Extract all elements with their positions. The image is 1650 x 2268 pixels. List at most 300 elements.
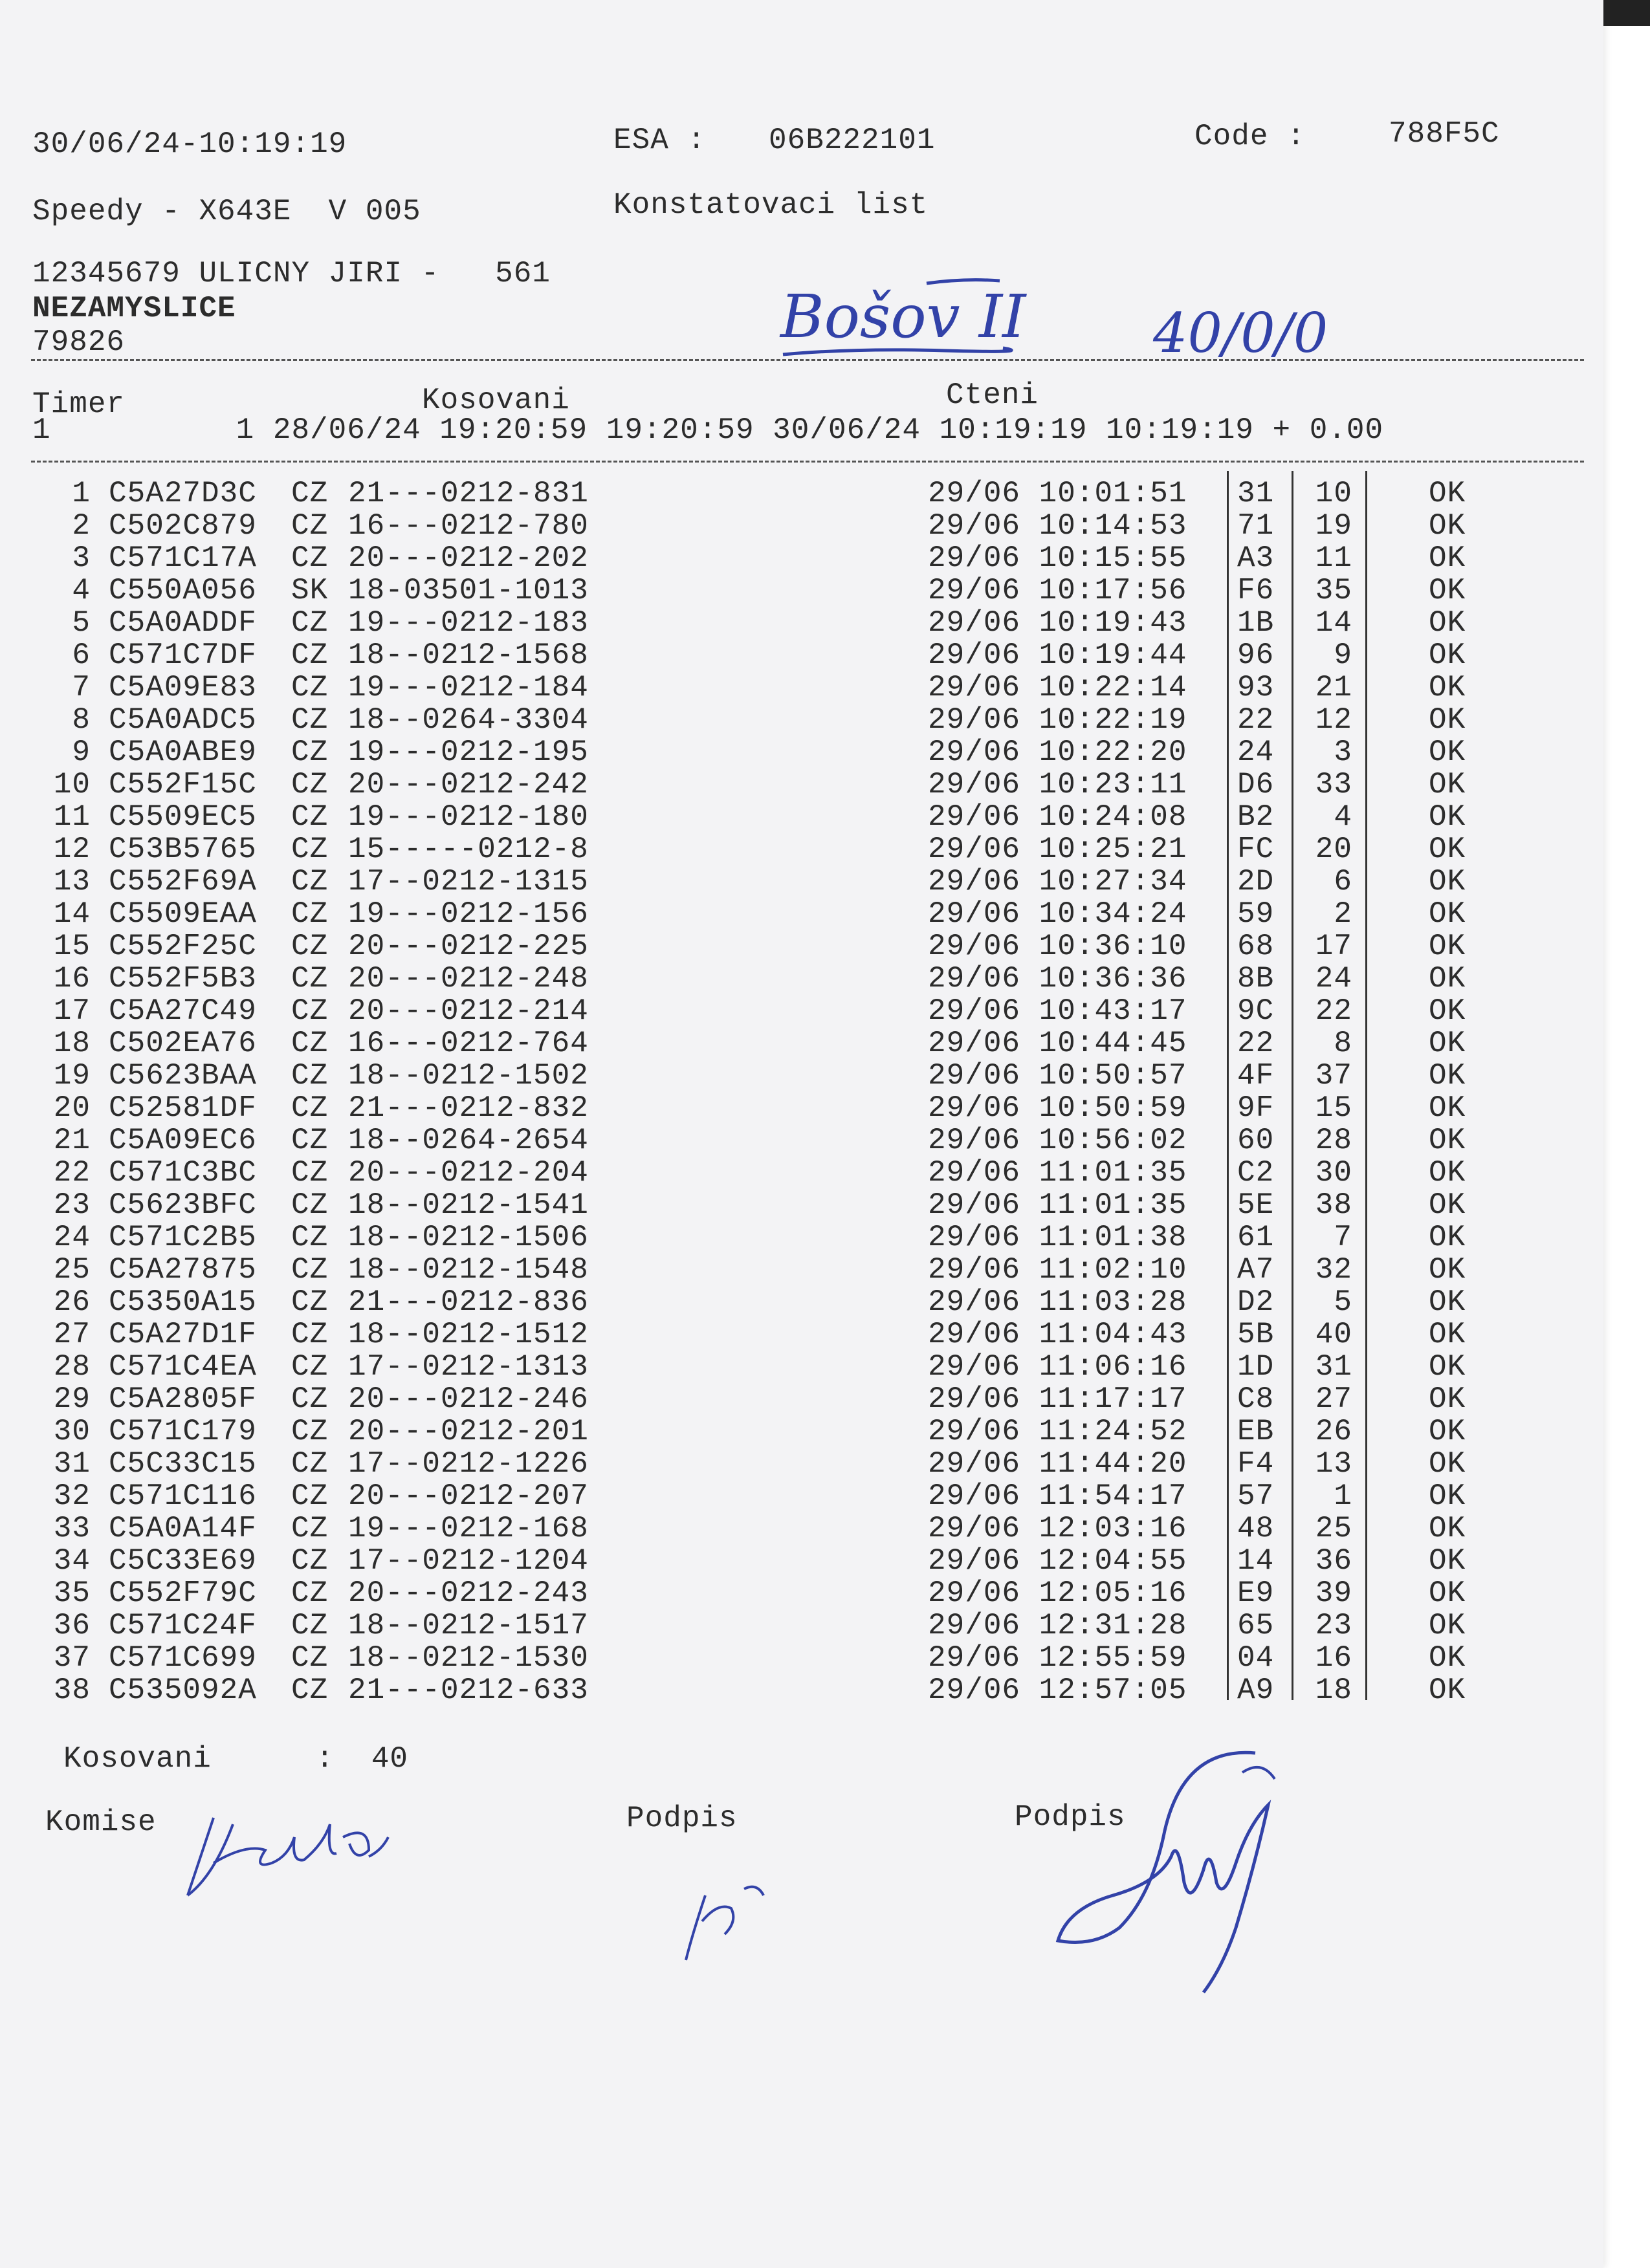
table-row <box>0 639 1603 671</box>
row-number: 20 <box>53 1091 91 1125</box>
table-row <box>0 1448 1603 1480</box>
status-ok: OK <box>1429 897 1466 931</box>
ring-number: 20---0212-242 <box>348 768 589 801</box>
handwritten-score: 40/0/0 <box>1153 301 1328 365</box>
separator-top <box>31 359 1584 361</box>
status-ok: OK <box>1429 962 1466 996</box>
hex-code: 9F <box>1237 1091 1275 1125</box>
country-code: CZ <box>291 1059 329 1093</box>
chip-id: C5623BFC <box>109 1188 257 1222</box>
ring-number: 18--0264-3304 <box>348 703 589 737</box>
chip-id: C571C699 <box>109 1641 257 1675</box>
komise-label: Komise <box>45 1805 157 1839</box>
status-ok: OK <box>1429 574 1466 607</box>
country-code: CZ <box>291 1609 329 1642</box>
status-ok: OK <box>1429 477 1466 510</box>
esa-value: 06B222101 <box>769 124 936 157</box>
status-ok: OK <box>1429 1512 1466 1545</box>
row-number: 30 <box>53 1415 91 1448</box>
hex-code: 68 <box>1237 930 1275 963</box>
arrival-time: 29/06 11:03:28 <box>928 1285 1187 1319</box>
row-number: 31 <box>53 1447 91 1481</box>
ring-number: 18--0212-1541 <box>348 1188 589 1222</box>
country-code: CZ <box>291 1221 329 1254</box>
chip-id: C5A0ADDF <box>109 606 257 640</box>
order-number: 3 <box>1334 736 1352 769</box>
chip-id: C53B5765 <box>109 833 257 866</box>
order-number: 15 <box>1315 1091 1352 1125</box>
order-number: 39 <box>1315 1576 1352 1610</box>
status-ok: OK <box>1429 1641 1466 1675</box>
signature-komise <box>175 1798 395 1908</box>
hex-code: C2 <box>1237 1156 1275 1190</box>
hex-code: F4 <box>1237 1447 1275 1481</box>
signature-podpis-2 <box>1042 1734 1352 1992</box>
owner-line: 12345679 ULICNY JIRI - 561 <box>32 257 551 290</box>
order-number: 26 <box>1315 1415 1352 1448</box>
arrival-time: 29/06 11:54:17 <box>928 1479 1187 1513</box>
table-row <box>0 1157 1603 1189</box>
chip-id: C5A0ADC5 <box>109 703 257 737</box>
hex-code: 4F <box>1237 1059 1275 1093</box>
order-number: 21 <box>1315 671 1352 704</box>
order-number: 17 <box>1315 930 1352 963</box>
chip-id: C5A27875 <box>109 1253 257 1287</box>
status-ok: OK <box>1429 1253 1466 1287</box>
status-ok: OK <box>1429 1382 1466 1416</box>
owner-town: NEZAMYSLICE <box>32 292 236 325</box>
country-code: CZ <box>291 897 329 931</box>
row-number: 10 <box>53 768 91 801</box>
row-number: 19 <box>53 1059 91 1093</box>
order-number: 22 <box>1315 994 1352 1028</box>
ring-number: 20---0212-214 <box>348 994 589 1028</box>
ring-number: 17--0212-1226 <box>348 1447 589 1481</box>
table-row <box>0 704 1603 736</box>
hex-code: A3 <box>1237 541 1275 575</box>
hex-code: 71 <box>1237 509 1275 543</box>
country-code: CZ <box>291 541 329 575</box>
arrival-time: 29/06 10:14:53 <box>928 509 1187 543</box>
chip-id: C5C33E69 <box>109 1544 257 1578</box>
row-number: 3 <box>72 541 91 575</box>
separator-middle <box>31 461 1584 463</box>
country-code: CZ <box>291 1253 329 1287</box>
row-number: 12 <box>53 833 91 866</box>
order-number: 7 <box>1334 1221 1352 1254</box>
hex-code: 48 <box>1237 1512 1275 1545</box>
status-ok: OK <box>1429 1285 1466 1319</box>
table-row <box>0 1060 1603 1092</box>
chip-id: C552F15C <box>109 768 257 801</box>
ring-number: 16---0212-780 <box>348 509 589 543</box>
hex-code: 57 <box>1237 1479 1275 1513</box>
table-row <box>0 930 1603 963</box>
status-ok: OK <box>1429 1027 1466 1060</box>
row-number: 22 <box>53 1156 91 1190</box>
ring-number: 21---0212-832 <box>348 1091 589 1125</box>
ring-number: 18--0212-1502 <box>348 1059 589 1093</box>
table-row <box>0 1674 1603 1706</box>
country-code: CZ <box>291 1479 329 1513</box>
chip-id: C52581DF <box>109 1091 257 1125</box>
chip-id: C571C179 <box>109 1415 257 1448</box>
order-number: 16 <box>1315 1641 1352 1675</box>
arrival-time: 29/06 10:56:02 <box>928 1124 1187 1157</box>
chip-id: C5A0A14F <box>109 1512 257 1545</box>
status-ok: OK <box>1429 1576 1466 1610</box>
table-row <box>0 1027 1603 1060</box>
ring-number: 19---0212-180 <box>348 800 589 834</box>
timer-label: Timer <box>32 387 126 421</box>
table-row <box>0 1480 1603 1512</box>
country-code: CZ <box>291 865 329 899</box>
country-code: CZ <box>291 1674 329 1707</box>
handwritten-place: Bošov II <box>780 282 1026 351</box>
hex-code: 22 <box>1237 703 1275 737</box>
table-row <box>0 1351 1603 1383</box>
hex-code: EB <box>1237 1415 1275 1448</box>
chip-id: C5A09E83 <box>109 671 257 704</box>
arrival-time: 29/06 11:02:10 <box>928 1253 1187 1287</box>
kosovani-total-label: Kosovani <box>63 1742 212 1776</box>
status-ok: OK <box>1429 1609 1466 1642</box>
row-number: 7 <box>72 671 91 704</box>
row-number: 37 <box>53 1641 91 1675</box>
hex-code: 2D <box>1237 865 1275 899</box>
ring-number: 17--0212-1315 <box>348 865 589 899</box>
ring-number: 21---0212-836 <box>348 1285 589 1319</box>
ring-number: 20---0212-225 <box>348 930 589 963</box>
order-number: 9 <box>1334 638 1352 672</box>
chip-id: C5A27D3C <box>109 477 257 510</box>
chip-id: C535092A <box>109 1674 257 1707</box>
arrival-time: 29/06 10:43:17 <box>928 994 1187 1028</box>
hex-code: 96 <box>1237 638 1275 672</box>
row-number: 16 <box>53 962 91 996</box>
status-ok: OK <box>1429 1479 1466 1513</box>
arrival-time: 29/06 10:36:10 <box>928 930 1187 963</box>
row-number: 35 <box>53 1576 91 1610</box>
order-number: 18 <box>1315 1674 1352 1707</box>
status-ok: OK <box>1429 509 1466 543</box>
row-number: 32 <box>53 1479 91 1513</box>
ring-number: 20---0212-207 <box>348 1479 589 1513</box>
country-code: CZ <box>291 606 329 640</box>
row-number: 27 <box>53 1318 91 1351</box>
table-row <box>0 1254 1603 1286</box>
arrival-time: 29/06 10:22:14 <box>928 671 1187 704</box>
hex-code: 65 <box>1237 1609 1275 1642</box>
country-code: CZ <box>291 768 329 801</box>
country-code: CZ <box>291 1415 329 1448</box>
country-code: CZ <box>291 1350 329 1384</box>
table-row <box>0 1092 1603 1124</box>
signature-podpis-1 <box>679 1876 783 1967</box>
country-code: CZ <box>291 1124 329 1157</box>
hex-code: F6 <box>1237 574 1275 607</box>
ring-number: 20---0212-204 <box>348 1156 589 1190</box>
order-number: 33 <box>1315 768 1352 801</box>
order-number: 13 <box>1315 1447 1352 1481</box>
arrival-time: 29/06 11:24:52 <box>928 1415 1187 1448</box>
order-number: 38 <box>1315 1188 1352 1222</box>
status-ok: OK <box>1429 671 1466 704</box>
row-number: 6 <box>72 638 91 672</box>
status-ok: OK <box>1429 1674 1466 1707</box>
order-number: 35 <box>1315 574 1352 607</box>
country-code: CZ <box>291 1188 329 1222</box>
hex-code: 59 <box>1237 897 1275 931</box>
kosovani-total-value: : 40 <box>316 1742 409 1776</box>
hex-code: 8B <box>1237 962 1275 996</box>
timer-line: 1 1 28/06/24 19:20:59 19:20:59 30/06/24 10:19:19 10:19:19 + 0.00 <box>32 413 1384 447</box>
country-code: CZ <box>291 1285 329 1319</box>
row-number: 36 <box>53 1609 91 1642</box>
table-row <box>0 1189 1603 1221</box>
row-number: 34 <box>53 1544 91 1578</box>
row-number: 13 <box>53 865 91 899</box>
ring-number: 18--0212-1568 <box>348 638 589 672</box>
chip-id: C5A0ABE9 <box>109 736 257 769</box>
arrival-time: 29/06 10:19:44 <box>928 638 1187 672</box>
order-number: 25 <box>1315 1512 1352 1545</box>
row-number: 18 <box>53 1027 91 1060</box>
arrival-time: 29/06 11:01:35 <box>928 1156 1187 1190</box>
device-name: Speedy - X643E V 005 <box>32 195 421 228</box>
chip-id: C5C33C15 <box>109 1447 257 1481</box>
code-label: Code : <box>1194 120 1306 153</box>
podpis-label-1: Podpis <box>626 1802 738 1835</box>
table-row <box>0 1286 1603 1318</box>
status-ok: OK <box>1429 1318 1466 1351</box>
document-title: Konstatovaci list <box>613 188 929 222</box>
esa-label: ESA : <box>613 124 707 157</box>
chip-id: C5350A15 <box>109 1285 257 1319</box>
row-number: 33 <box>53 1512 91 1545</box>
country-code: CZ <box>291 509 329 543</box>
ring-number: 15-----0212-8 <box>348 833 589 866</box>
status-ok: OK <box>1429 1544 1466 1578</box>
chip-id: C552F5B3 <box>109 962 257 996</box>
ring-number: 18-03501-1013 <box>348 574 589 607</box>
ring-number: 18--0212-1506 <box>348 1221 589 1254</box>
status-ok: OK <box>1429 703 1466 737</box>
status-ok: OK <box>1429 1221 1466 1254</box>
arrival-time: 29/06 11:01:38 <box>928 1221 1187 1254</box>
arrival-time: 29/06 11:04:43 <box>928 1318 1187 1351</box>
chip-id: C552F69A <box>109 865 257 899</box>
row-number: 28 <box>53 1350 91 1384</box>
table-row <box>0 1124 1603 1157</box>
ring-number: 17--0212-1313 <box>348 1350 589 1384</box>
ring-number: 18--0212-1517 <box>348 1609 589 1642</box>
status-ok: OK <box>1429 1091 1466 1125</box>
hex-code: 22 <box>1237 1027 1275 1060</box>
status-ok: OK <box>1429 606 1466 640</box>
table-row <box>0 1415 1603 1448</box>
order-number: 20 <box>1315 833 1352 866</box>
order-number: 2 <box>1334 897 1352 931</box>
table-row <box>0 574 1603 607</box>
table-row <box>0 995 1603 1027</box>
row-number: 24 <box>53 1221 91 1254</box>
chip-id: C571C3BC <box>109 1156 257 1190</box>
arrival-time: 29/06 10:22:19 <box>928 703 1187 737</box>
arrival-time: 29/06 10:19:43 <box>928 606 1187 640</box>
ring-number: 19---0212-184 <box>348 671 589 704</box>
arrival-time: 29/06 11:06:16 <box>928 1350 1187 1384</box>
country-code: CZ <box>291 930 329 963</box>
country-code: CZ <box>291 703 329 737</box>
status-ok: OK <box>1429 1415 1466 1448</box>
ring-number: 20---0212-248 <box>348 962 589 996</box>
owner-zip: 79826 <box>32 325 126 359</box>
code-value: 788F5C <box>1389 117 1500 151</box>
arrival-time: 29/06 10:23:11 <box>928 768 1187 801</box>
table-row <box>0 898 1603 930</box>
order-number: 30 <box>1315 1156 1352 1190</box>
country-code: CZ <box>291 1544 329 1578</box>
ring-number: 20---0212-201 <box>348 1415 589 1448</box>
chip-id: C5A2805F <box>109 1382 257 1416</box>
country-code: CZ <box>291 962 329 996</box>
arrival-time: 29/06 12:55:59 <box>928 1641 1187 1675</box>
ring-number: 19---0212-168 <box>348 1512 589 1545</box>
hex-code: 04 <box>1237 1641 1275 1675</box>
arrival-time: 29/06 10:25:21 <box>928 833 1187 866</box>
chip-id: C552F25C <box>109 930 257 963</box>
chip-id: C571C116 <box>109 1479 257 1513</box>
status-ok: OK <box>1429 768 1466 801</box>
order-number: 19 <box>1315 509 1352 543</box>
arrival-time: 29/06 10:44:45 <box>928 1027 1187 1060</box>
hex-code: 60 <box>1237 1124 1275 1157</box>
order-number: 11 <box>1315 541 1352 575</box>
row-number: 26 <box>53 1285 91 1319</box>
country-code: CZ <box>291 1447 329 1481</box>
order-number: 28 <box>1315 1124 1352 1157</box>
table-row <box>0 477 1603 510</box>
table-row <box>0 510 1603 542</box>
hex-code: 1D <box>1237 1350 1275 1384</box>
status-ok: OK <box>1429 1156 1466 1190</box>
table-row <box>0 1609 1603 1642</box>
ring-number: 17--0212-1204 <box>348 1544 589 1578</box>
country-code: CZ <box>291 638 329 672</box>
hex-code: 93 <box>1237 671 1275 704</box>
chip-id: C571C4EA <box>109 1350 257 1384</box>
country-code: CZ <box>291 671 329 704</box>
arrival-time: 29/06 10:17:56 <box>928 574 1187 607</box>
table-row <box>0 1577 1603 1609</box>
chip-id: C5A09EC6 <box>109 1124 257 1157</box>
arrival-time: 29/06 11:44:20 <box>928 1447 1187 1481</box>
country-code: CZ <box>291 800 329 834</box>
status-ok: OK <box>1429 1447 1466 1481</box>
status-ok: OK <box>1429 994 1466 1028</box>
chip-id: C502C879 <box>109 509 257 543</box>
hex-code: E9 <box>1237 1576 1275 1610</box>
hex-code: 14 <box>1237 1544 1275 1578</box>
ring-number: 19---0212-195 <box>348 736 589 769</box>
row-number: 23 <box>53 1188 91 1222</box>
chip-id: C552F79C <box>109 1576 257 1610</box>
kosovani-label: Kosovani <box>422 384 570 417</box>
hex-code: 5E <box>1237 1188 1275 1222</box>
status-ok: OK <box>1429 1124 1466 1157</box>
ring-number: 16---0212-764 <box>348 1027 589 1060</box>
order-number: 6 <box>1334 865 1352 899</box>
table-row <box>0 1642 1603 1674</box>
status-ok: OK <box>1429 1350 1466 1384</box>
country-code: CZ <box>291 1318 329 1351</box>
country-code: CZ <box>291 1512 329 1545</box>
chip-id: C571C17A <box>109 541 257 575</box>
arrival-time: 29/06 10:27:34 <box>928 865 1187 899</box>
country-code: CZ <box>291 1091 329 1125</box>
country-code: CZ <box>291 833 329 866</box>
chip-id: C5509EC5 <box>109 800 257 834</box>
table-row <box>0 963 1603 995</box>
status-ok: OK <box>1429 833 1466 866</box>
status-ok: OK <box>1429 638 1466 672</box>
ring-number: 21---0212-633 <box>348 1674 589 1707</box>
table-row <box>0 1318 1603 1351</box>
row-number: 15 <box>53 930 91 963</box>
hex-code: D2 <box>1237 1285 1275 1319</box>
hex-code: FC <box>1237 833 1275 866</box>
table-row <box>0 607 1603 639</box>
hex-code: B2 <box>1237 800 1275 834</box>
order-number: 23 <box>1315 1609 1352 1642</box>
hex-code: 5B <box>1237 1318 1275 1351</box>
arrival-time: 29/06 11:01:35 <box>928 1188 1187 1222</box>
order-number: 4 <box>1334 800 1352 834</box>
row-number: 17 <box>53 994 91 1028</box>
print-datetime: 30/06/24-10:19:19 <box>32 127 347 161</box>
ring-number: 18--0212-1530 <box>348 1641 589 1675</box>
country-code: CZ <box>291 1027 329 1060</box>
ring-number: 18--0212-1512 <box>348 1318 589 1351</box>
scan-edge <box>1603 0 1650 26</box>
cteni-label: Cteni <box>946 378 1039 412</box>
arrival-time: 29/06 12:05:16 <box>928 1576 1187 1610</box>
arrival-time: 29/06 12:57:05 <box>928 1674 1187 1707</box>
order-number: 37 <box>1315 1059 1352 1093</box>
arrival-time: 29/06 11:17:17 <box>928 1382 1187 1416</box>
chip-id: C5A27C49 <box>109 994 257 1028</box>
chip-id: C5A27D1F <box>109 1318 257 1351</box>
ring-number: 21---0212-831 <box>348 477 589 510</box>
hex-code: D6 <box>1237 768 1275 801</box>
arrival-time: 29/06 10:22:20 <box>928 736 1187 769</box>
status-ok: OK <box>1429 1188 1466 1222</box>
order-number: 36 <box>1315 1544 1352 1578</box>
results-table <box>0 477 1603 1706</box>
hex-code: 24 <box>1237 736 1275 769</box>
table-row <box>0 833 1603 866</box>
table-row <box>0 1545 1603 1577</box>
ring-number: 19---0212-183 <box>348 606 589 640</box>
order-number: 40 <box>1315 1318 1352 1351</box>
status-ok: OK <box>1429 541 1466 575</box>
chip-id: C5623BAA <box>109 1059 257 1093</box>
ring-number: 19---0212-156 <box>348 897 589 931</box>
country-code: CZ <box>291 1156 329 1190</box>
order-number: 27 <box>1315 1382 1352 1416</box>
arrival-time: 29/06 10:24:08 <box>928 800 1187 834</box>
